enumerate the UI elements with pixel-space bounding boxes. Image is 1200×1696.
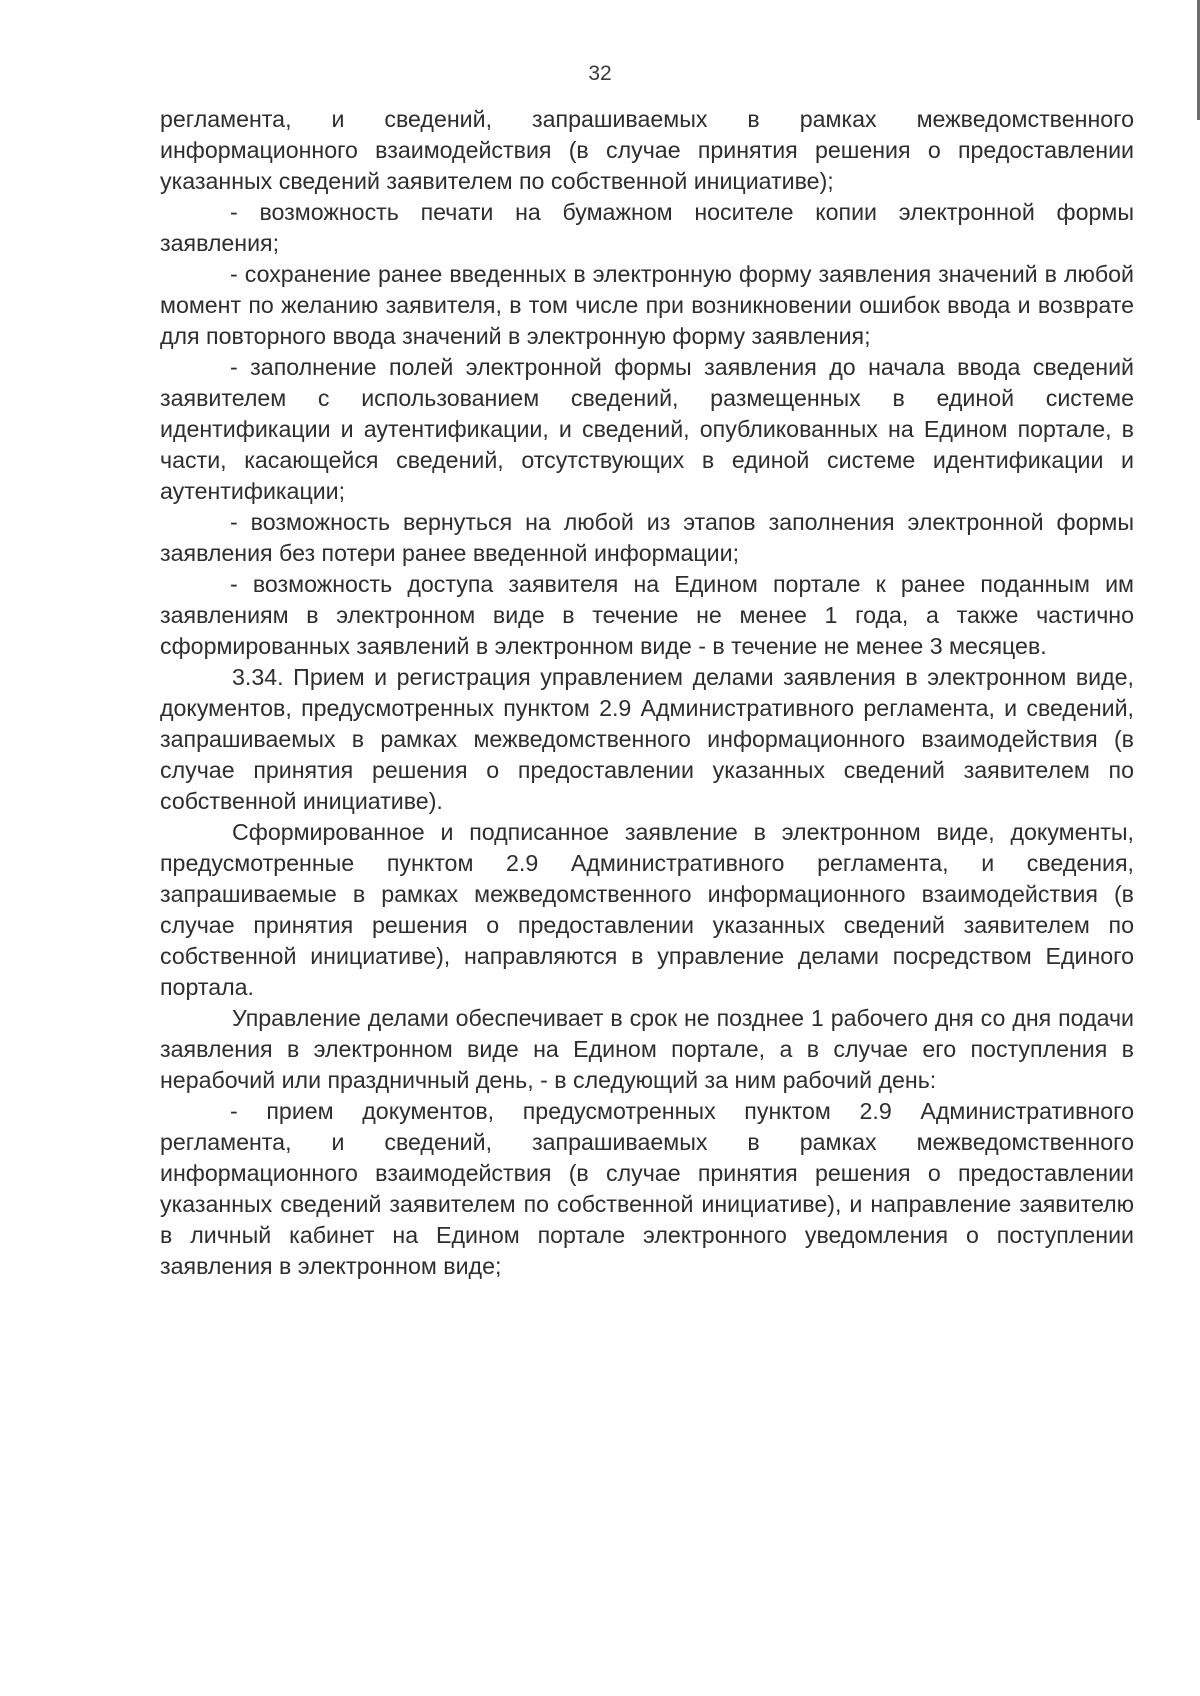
list-item-autofill: - заполнение полей электронной формы заявления до начала ввода сведений заявителем с использованием сведений, размещенных в единой системе идентификации и аутентификации, и сведений, опубликованных на Едином портале, в части, касающейся сведений, отсутствующих в единой системе идентификации и аутентификации; (160, 354, 1134, 504)
paragraph-deadline: Управление делами обеспечивает в срок не позднее 1 рабочего дня со дня подачи заявления в электронном виде на Едином портале, а в случае его поступления в нерабочий или праздничный день, - в следующий за ним рабочий день: (160, 1005, 1134, 1093)
list-item-return-step: - возможность вернуться на любой из этапов заполнения электронной формы заявления без потери ранее введенной информации; (160, 509, 1134, 566)
section-3-34: 3.34. Прием и регистрация управлением делами заявления в электронном виде, документов, предусмотренных пунктом 2.9 Административного регламента, и сведений, запрашиваемых в рамках межведомственного информационного взаимодействия (в случае принятия решения о предоставлении указанных сведений заявителем по собственной инициативе). (160, 664, 1134, 814)
list-item-access-history: - возможность доступа заявителя на Едином портале к ранее поданным им заявлениям в электронном виде в течение не менее 1 года, а также частично сформированных заявлений в электронном виде - в течение не менее 3 месяцев. (160, 571, 1134, 659)
list-item-reception: - прием документов, предусмотренных пунктом 2.9 Административного регламента, и сведений, запрашиваемых в рамках межведомственного информационного взаимодействия (в случае принятия решения о предоставлении указанных сведений заявителем по собственной инициативе), и направление заявителю в личный кабинет на Едином портале электронного уведомления о поступлении заявления в электронном виде; (160, 1098, 1134, 1279)
list-item-print-copy: - возможность печати на бумажном носителе копии электронной формы заявления; (160, 199, 1134, 256)
paragraph-submission: Сформированное и подписанное заявление в электронном виде, документы, предусмотренные пунктом 2.9 Административного регламента, и сведения, запрашиваемые в рамках межведомственного информационного взаимодействия (в случае принятия решения о предоставлении указанных сведений заявителем по собственной инициативе), направляются в управление делами посредством Единого портала. (160, 819, 1134, 1000)
paragraph-continuation: регламента, и сведений, запрашиваемых в рамках межведомственного информационного взаимодействия (в случае принятия решения о предоставлении указанных сведений заявителем по собственной инициативе); (160, 106, 1134, 194)
document-body (160, 104, 1134, 1282)
page-number: 32 (588, 62, 612, 85)
list-item-save-values: - сохранение ранее введенных в электронную форму заявления значений в любой момент по желанию заявителя, в том числе при возникновении ошибок ввода и возврате для повторного ввода значений в электронную форму заявления; (160, 261, 1134, 349)
